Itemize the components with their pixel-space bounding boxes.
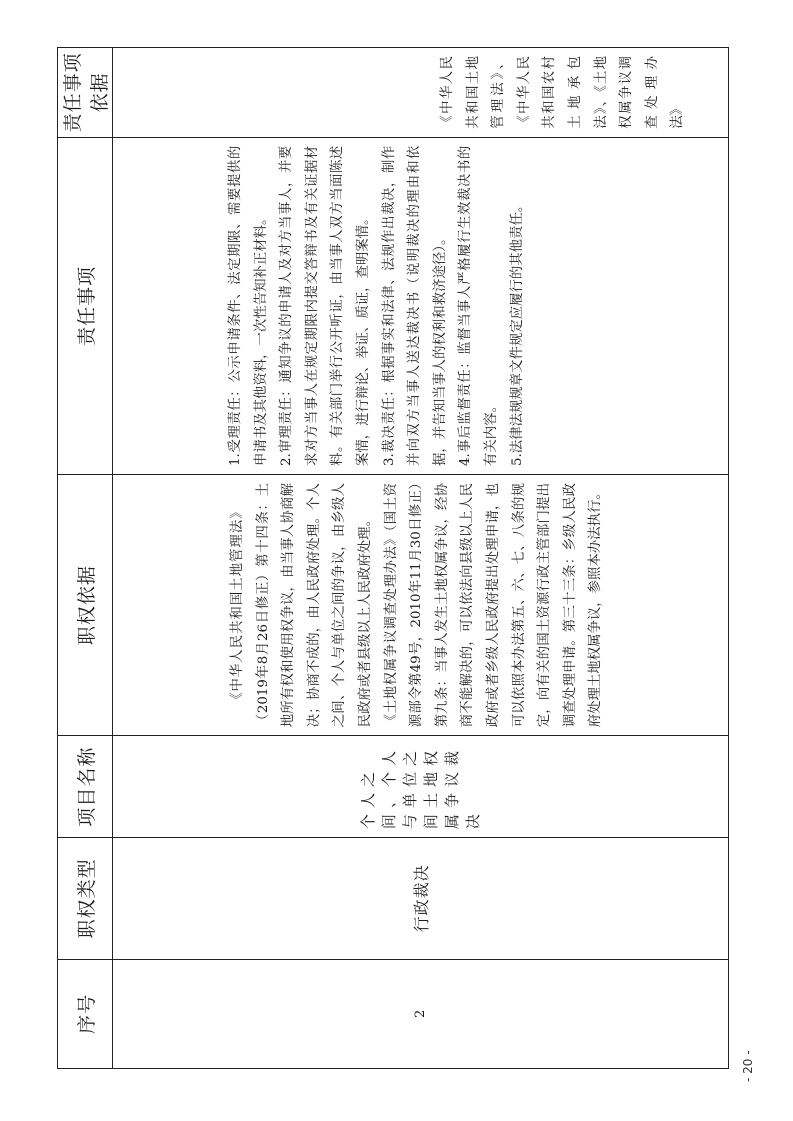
basis-title: 《中华人民共和国土地管理法》 (230, 504, 245, 706)
responsibility-table (57, 47, 729, 1069)
duty-item-1: 1.受理责任：公示申请条件、法定期限、需要提供的申请书及其他资料，一次性告知补正材料。 (228, 145, 269, 466)
rotated-table-frame (57, 47, 729, 1069)
page-number: - 20 - (741, 1050, 755, 1082)
cell-duty (113, 137, 729, 474)
basis-paragraph-1: （2019年8月26日修正）第十四条：土地所有权和使用权争议，由当事人协商解决；协商不成的，由人民政府处理。个人之间、个人与单位之间的争议，由乡级人民政府或者县级以上人民政府处理。 (255, 482, 373, 728)
table-row (113, 48, 729, 1069)
header-basis: 职权依据 (58, 474, 113, 735)
header-duty: 责任事项 (58, 137, 113, 474)
basis-paragraph-2: 《土地权属争议调查处理办法》（国土资源部令第49号，2010年11月30日修正）第九条：当事人发生土地权属争议，经协商不能解决的，可以依法向县级以上人民政府或者乡级人民政府提出处理申请，也可以依照本办法第五、六、七、八条的规定，向有关的国土资源行政主管部门提出调查处理申请。第三十三条：乡级人民政府处理土地权属争议，参照本办法执行。 (383, 482, 604, 728)
header-seq: 序号 (58, 959, 113, 1068)
duty-item-5: 5.法律法规规章文件规定应履行的其他责任。 (509, 198, 525, 466)
cell-duty-basis (113, 48, 729, 138)
duty-item-3: 3.裁决责任：根据事实和法律、法规作出裁决，制作并向双方当事人送达裁决书（说明裁决的理由和依据，并告知当事人的权利和救济途径）。 (381, 145, 448, 466)
header-type: 职权类型 (58, 838, 113, 960)
duty-basis-text: 《中华人民共和国土地管理法》、《中华人民共和国农村土地承包法》、《土地权属争议调查处理办法》 (440, 56, 686, 129)
header-name: 项目名称 (58, 736, 113, 838)
header-row (58, 48, 113, 1069)
duty-item-4: 4.事后监督责任：监督当事人严格履行生效裁决书的有关内容。 (458, 145, 499, 466)
cell-name: 个人之间、个人与单位之间土地权属争议裁决 (113, 736, 729, 838)
duty-item-2: 2.审理责任：通知争议的申请人及对方当事人，并要求对方当事人在规定期限内提交答辩书及有关证据材料。有关部门举行公开听证，由当事人双方当面陈述案情，进行辩论、举证、质证，查明案情。 (279, 145, 371, 466)
cell-basis (113, 474, 729, 735)
cell-type: 行政裁决 (113, 838, 729, 960)
cell-seq: 2 (113, 959, 729, 1068)
header-duty-basis: 责任事项依据 (58, 48, 113, 138)
